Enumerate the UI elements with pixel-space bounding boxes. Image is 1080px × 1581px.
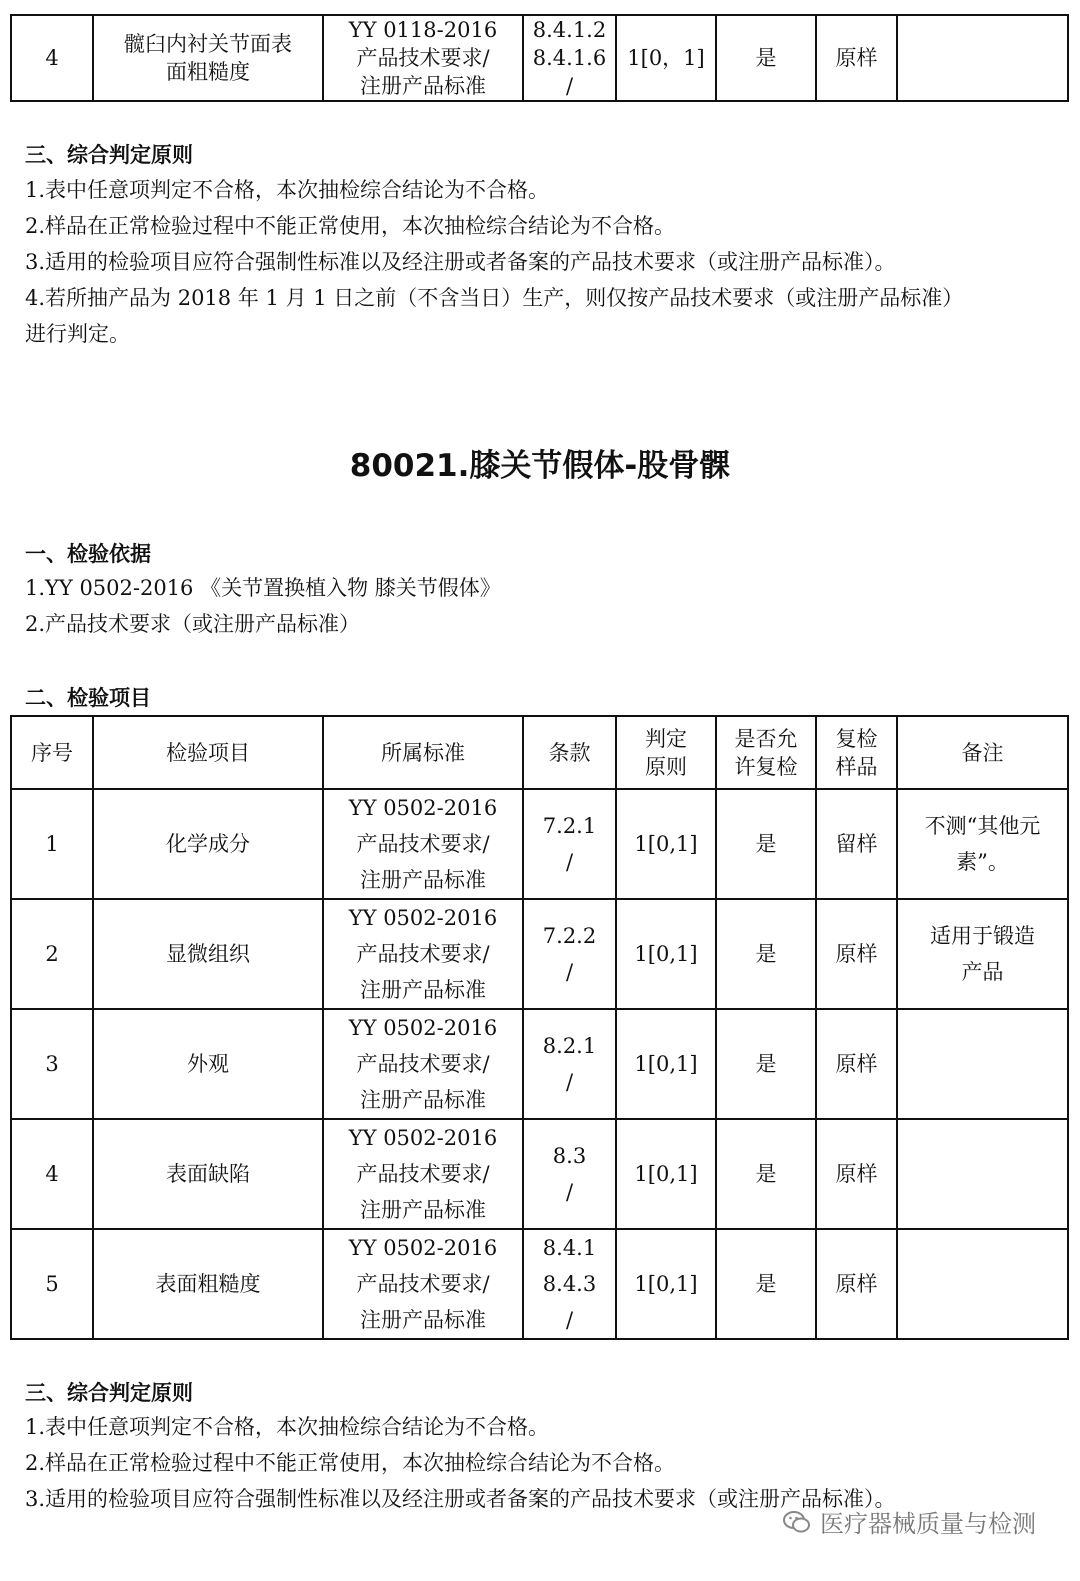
cell-clause: 8.3 / [523,1119,616,1229]
cell-rule: 1[0,1] [616,1229,716,1339]
watermark-text: 医疗器械质量与检测 [820,1510,1036,1538]
header-item: 检验项目 [93,716,323,789]
cell-note: 适用于锻造 产品 [897,899,1068,1009]
header-recheck: 是否允 许复检 [716,716,816,789]
cell-recheck: 是 [716,789,816,899]
cell-note: 不测“其他元 素”。 [897,789,1068,899]
cell-recheck: 是 [716,1119,816,1229]
cell-rule: 1[0，1] [616,15,716,101]
list-item: 3.适用的检验项目应符合强制性标准以及经注册或者备案的产品技术要求（或注册产品标准）。 [25,1487,896,1511]
cell-standard: YY 0502-2016 产品技术要求/ 注册产品标准 [323,1229,523,1339]
cell-sample: 留样 [816,789,897,899]
cell-no: 1 [11,789,93,899]
page-title: 80021.膝关节假体-股骨髁 [349,448,731,484]
list-item: 1.YY 0502-2016 《关节置换植入物 膝关节假体》 [25,576,501,600]
cell-sample: 原样 [816,899,897,1009]
list-item: 2.样品在正常检验过程中不能正常使用，本次抽检综合结论为不合格。 [25,1451,676,1475]
cell-item: 表面粗糙度 [93,1229,323,1339]
cell-sample: 原样 [816,1119,897,1229]
cell-standard: YY 0502-2016 产品技术要求/ 注册产品标准 [323,789,523,899]
cell-rule: 1[0,1] [616,1009,716,1119]
cell-recheck: 是 [716,15,816,101]
cell-clause: 8.4.1.2 8.4.1.6 / [523,15,616,101]
cell-rule: 1[0,1] [616,1119,716,1229]
cell-clause: 7.2.1 / [523,789,616,899]
section-heading: 三、综合判定原则 [25,1381,193,1405]
cell-recheck: 是 [716,899,816,1009]
list-item: 4.若所抽产品为 2018 年 1 月 1 日之前（不含当日）生产，则仅按产品技术要求（或注册产品标准） [25,286,964,310]
principles-list [25,172,1060,352]
cell-no: 4 [11,1119,93,1229]
items-table [10,715,1069,1340]
prev-table [10,14,1069,102]
list-item: 1.表中任意项判定不合格，本次抽检综合结论为不合格。 [25,1415,550,1439]
list-item: 1.表中任意项判定不合格，本次抽检综合结论为不合格。 [25,178,550,202]
table-row [11,1229,1068,1339]
cell-recheck: 是 [716,1229,816,1339]
cell-rule: 1[0,1] [616,899,716,1009]
cell-rule: 1[0,1] [616,789,716,899]
principles-list [25,1409,1060,1517]
cell-sample: 原样 [816,1229,897,1339]
cell-sample: 原样 [816,15,897,101]
cell-standard: YY 0118-2016 产品技术要求/ 注册产品标准 [323,15,523,101]
table-row [11,15,1068,101]
table-row [11,1009,1068,1119]
header-rule: 判定 原则 [616,716,716,789]
header-no: 序号 [11,716,93,789]
header-note: 备注 [897,716,1068,789]
cell-note [897,1229,1068,1339]
cell-standard: YY 0502-2016 产品技术要求/ 注册产品标准 [323,1119,523,1229]
header-clause: 条款 [523,716,616,789]
table-row [11,789,1068,899]
list-item: 2.样品在正常检验过程中不能正常使用，本次抽检综合结论为不合格。 [25,214,676,238]
cell-no: 5 [11,1229,93,1339]
cell-item: 髋臼内衬关节面表 面粗糙度 [93,15,323,101]
table-row [11,899,1068,1009]
cell-note [897,1119,1068,1229]
section-heading: 三、综合判定原则 [25,143,193,167]
cell-sample: 原样 [816,1009,897,1119]
list-item: 进行判定。 [25,322,130,346]
cell-note [897,1009,1068,1119]
table-header-row [11,716,1068,789]
cell-recheck: 是 [716,1009,816,1119]
cell-clause: 7.2.2 / [523,899,616,1009]
cell-no: 2 [11,899,93,1009]
cell-no: 3 [11,1009,93,1119]
cell-standard: YY 0502-2016 产品技术要求/ 注册产品标准 [323,1009,523,1119]
cell-clause: 8.4.1 8.4.3 / [523,1229,616,1339]
header-standard: 所属标准 [323,716,523,789]
section-heading: 二、检验项目 [25,686,151,710]
watermark [782,1504,1036,1539]
basis-list [25,570,1060,642]
cell-item: 表面缺陷 [93,1119,323,1229]
list-item: 2.产品技术要求（或注册产品标准） [25,612,361,636]
cell-item: 外观 [93,1009,323,1119]
header-sample: 复检 样品 [816,716,897,789]
table-row [11,1119,1068,1229]
wechat-icon [782,1509,812,1535]
cell-note [897,15,1068,101]
cell-item: 化学成分 [93,789,323,899]
cell-standard: YY 0502-2016 产品技术要求/ 注册产品标准 [323,899,523,1009]
section-heading: 一、检验依据 [25,542,151,566]
cell-no: 4 [11,15,93,101]
cell-item: 显微组织 [93,899,323,1009]
cell-clause: 8.2.1 / [523,1009,616,1119]
list-item: 3.适用的检验项目应符合强制性标准以及经注册或者备案的产品技术要求（或注册产品标准）。 [25,250,896,274]
